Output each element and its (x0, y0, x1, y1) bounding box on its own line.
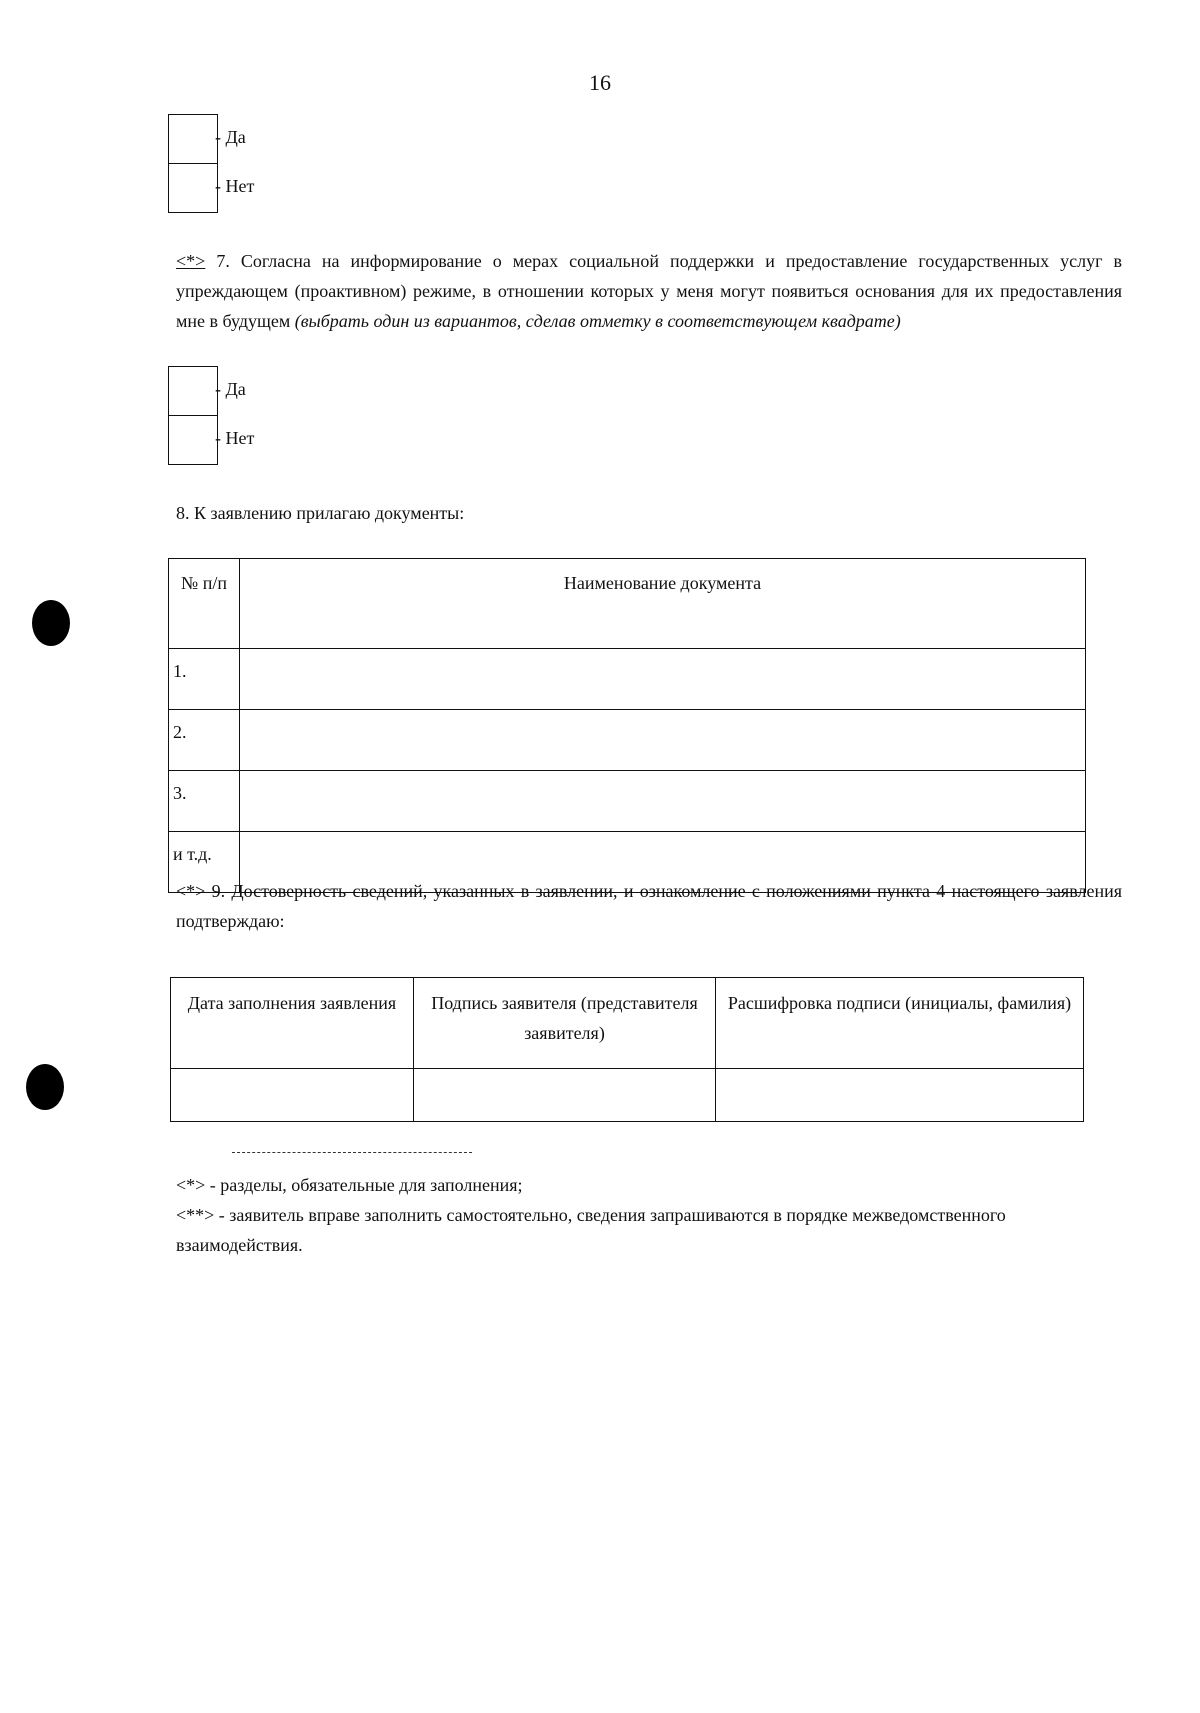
checkbox-yes[interactable] (169, 115, 246, 163)
footnote-optional: <**> - заявитель вправе заполнить самостоятельно, сведения запрашиваются в порядке межведомственного взаимодействия. (176, 1205, 1006, 1255)
checkbox-no-label: - Нет (215, 176, 255, 196)
document-name-field[interactable] (240, 710, 1086, 771)
checkbox-consent-yes-label: - Да (215, 379, 246, 399)
header-signature: Подпись заявителя (представителя заявителя) (414, 978, 716, 1069)
checkbox-consent-no[interactable] (169, 415, 255, 464)
item7-paragraph (176, 246, 1122, 336)
item7-text: 7. Согласна на информирование о мерах социальной поддержки и предоставление государственных услуг в упреждающем (проактивном) режиме, в отношении которых у меня могут появиться основания для их предоставления мне в будущем (176, 251, 1122, 331)
checkbox-consent-yes[interactable] (169, 367, 246, 415)
punch-hole-top (32, 600, 70, 646)
header-document-name: Наименование документа (240, 559, 1086, 649)
signature-field[interactable] (414, 1069, 716, 1122)
header-signature-decoding: Расшифровка подписи (инициалы, фамилия) (716, 978, 1084, 1069)
table-row (171, 1069, 1084, 1122)
signature-table-header (171, 978, 1084, 1069)
footnote-required: <*> - разделы, обязательные для заполнения; (176, 1175, 523, 1195)
row-number: 1. (169, 649, 240, 710)
row-number: и т.д. (169, 832, 240, 893)
row-number: 3. (169, 771, 240, 832)
item7-hint: (выбрать один из вариантов, сделав отметку в соответствующем квадрате) (294, 311, 901, 331)
choice-checkbox-group-2 (168, 366, 255, 465)
signature-table (170, 977, 1084, 1122)
table-row (169, 771, 1086, 832)
row-number: 2. (169, 710, 240, 771)
documents-table (168, 558, 1086, 893)
choice-checkbox-group-1 (168, 114, 255, 213)
table-row (169, 710, 1086, 771)
page-number: 16 (589, 70, 611, 95)
item9-paragraph: <*> 9. Достоверность сведений, указанных в заявлении, и ознакомление с положениями пункта 4 настоящего заявления подтверждаю: (176, 881, 1122, 931)
header-number: № п/п (169, 559, 240, 649)
checkbox-consent-no-label: - Нет (215, 428, 255, 448)
document-name-field[interactable] (240, 771, 1086, 832)
header-fill-date: Дата заполнения заявления (171, 978, 414, 1069)
fill-date-field[interactable] (171, 1069, 414, 1122)
punch-hole-bottom (26, 1064, 64, 1110)
signature-decoding-field[interactable] (716, 1069, 1084, 1122)
checkbox-yes-label: - Да (215, 127, 246, 147)
document-name-field[interactable] (240, 649, 1086, 710)
checkbox-no[interactable] (169, 163, 255, 212)
documents-table-header (169, 559, 1086, 649)
table-row (169, 649, 1086, 710)
footnote-divider (232, 1152, 472, 1153)
item7-marker: <*> (176, 251, 206, 271)
item8-heading: 8. К заявлению прилагаю документы: (176, 503, 465, 523)
